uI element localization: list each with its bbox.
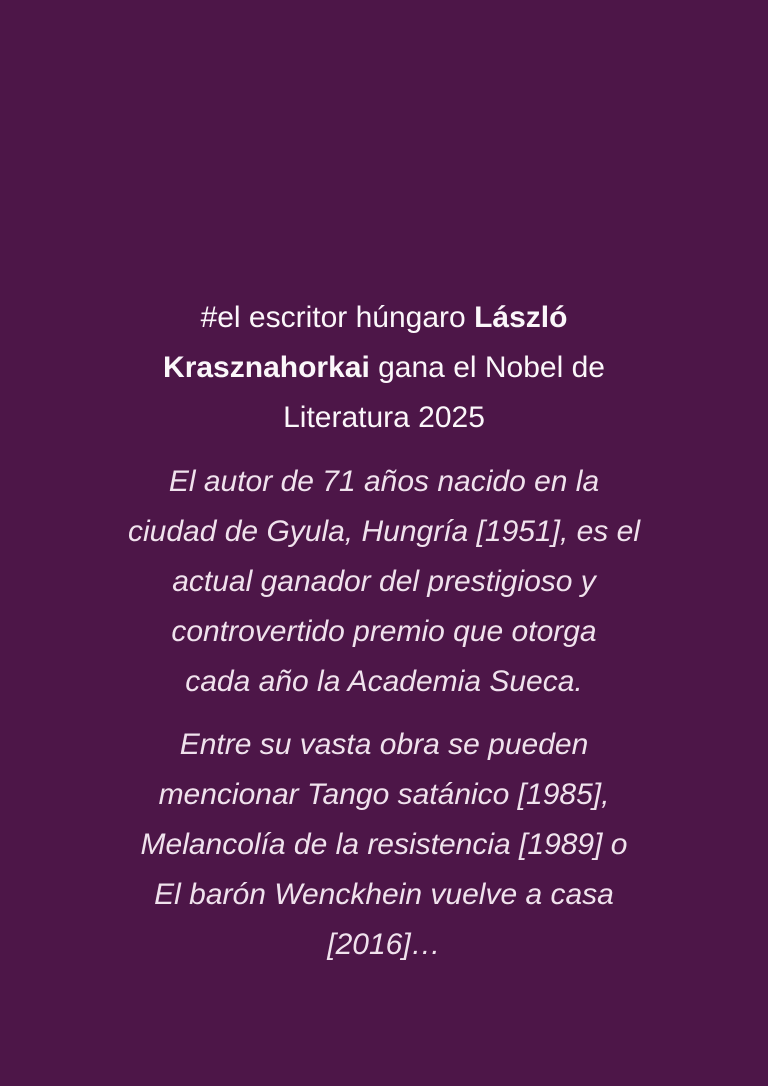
works-line: Entre su vasta obra se pueden: [179, 728, 589, 761]
works-line: [2016]…: [327, 928, 441, 961]
headline-suffix: Literatura 2025: [283, 401, 485, 434]
headline-prefix: #el escritor húngaro: [200, 301, 475, 334]
works-line: mencionar Tango satánico [1985],: [158, 778, 610, 811]
headline-line-3: [54, 393, 714, 443]
works-line: El barón Wenckhein vuelve a casa: [154, 878, 614, 911]
headline-line-1: [54, 293, 714, 343]
author-last-name: Krasznahorkai: [163, 351, 370, 384]
author-first-name: László: [474, 301, 568, 334]
headline: [54, 293, 714, 443]
headline-middle: gana el Nobel de: [369, 351, 605, 384]
bio-line: El autor de 71 años nacido en la: [168, 465, 600, 498]
bio-line: controvertido premio que otorga: [171, 615, 597, 648]
bio-line: cada año la Academia Sueca.: [185, 665, 583, 698]
paragraph-notable-works: [54, 720, 714, 970]
works-line: Melancolía de la resistencia [1989] o: [140, 828, 628, 861]
paragraph-author-bio: [54, 457, 714, 707]
bio-line: actual ganador del prestigioso y: [172, 565, 596, 598]
bio-line: ciudad de Gyula, Hungría [1951], es el: [128, 515, 640, 548]
headline-line-2: [54, 343, 714, 393]
announcement-text-block: [54, 293, 714, 970]
